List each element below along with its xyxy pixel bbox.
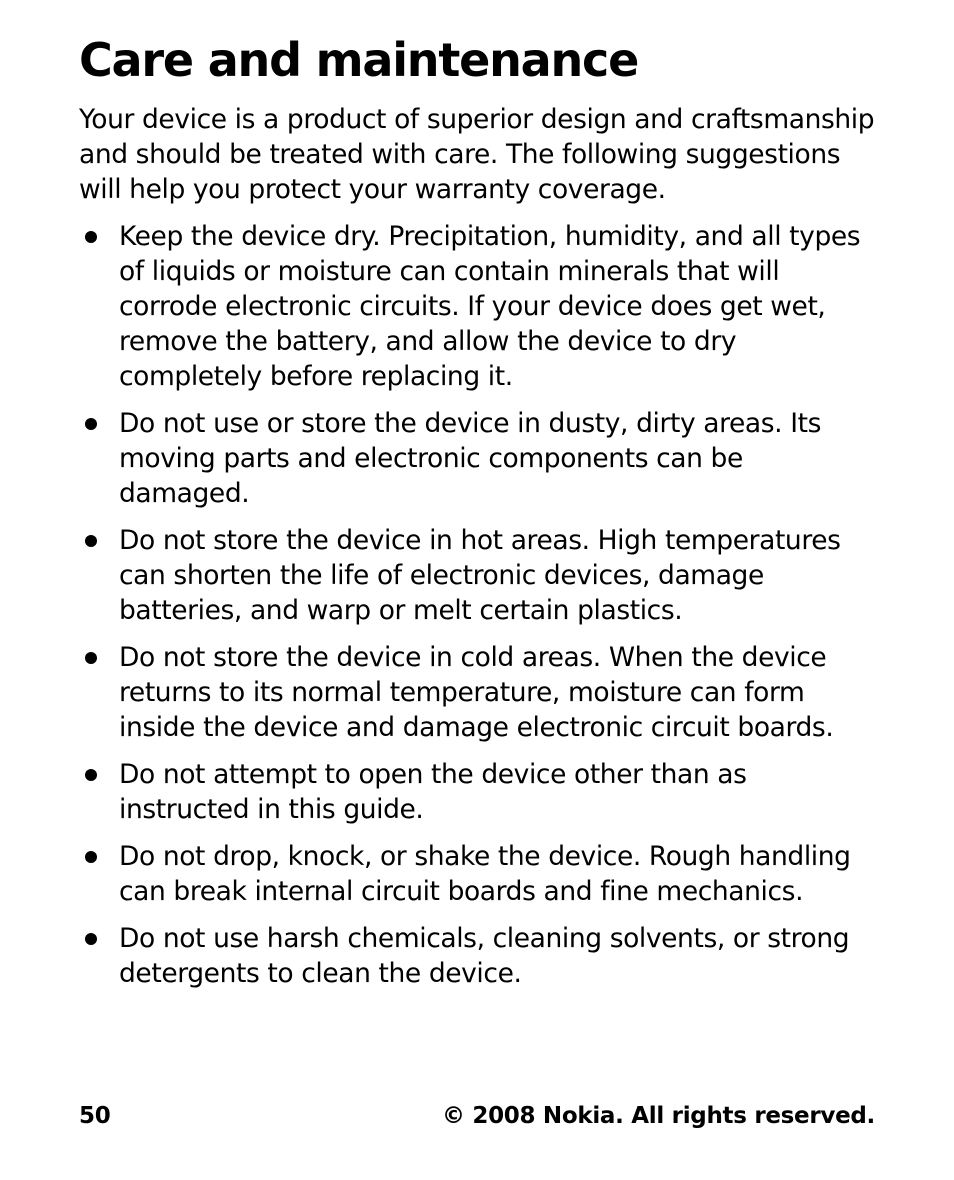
intro-paragraph: Your device is a product of superior design and craftsmanship and should be treated with care. The following suggestions will help you protect your warranty coverage. — [79, 104, 875, 205]
list-item — [79, 640, 879, 745]
bullet-icon — [85, 851, 97, 863]
list-item — [79, 406, 879, 511]
list-item-text: Do not store the device in hot areas. High temperatures can shorten the life of electronic devices, damage batteries, and warp or melt certain plastics. — [119, 525, 841, 626]
bullet-icon — [85, 418, 97, 430]
bullet-icon — [85, 769, 97, 781]
bullet-icon — [85, 231, 97, 243]
list-item-text: Do not attempt to open the device other than as instructed in this guide. — [119, 759, 747, 825]
bullet-icon — [85, 535, 97, 547]
list-item-text: Do not use harsh chemicals, cleaning solvents, or strong detergents to clean the device. — [119, 923, 850, 989]
page-number: 50 — [79, 1103, 111, 1129]
list-item — [79, 839, 879, 909]
list-item — [79, 219, 879, 394]
list-item-text: Keep the device dry. Precipitation, humidity, and all types of liquids or moisture can contain minerals that will corrode electronic circuits. If your device does get wet, remove the battery, and allow the device to dry completely before replacing it. — [119, 221, 861, 392]
list-item — [79, 921, 879, 991]
page-footer — [79, 1100, 875, 1132]
page-content — [79, 30, 879, 1003]
list-item — [79, 523, 879, 628]
copyright-notice: © 2008 Nokia. All rights reserved. — [441, 1103, 875, 1129]
list-item-text: Do not use or store the device in dusty, dirty areas. Its moving parts and electronic components can be damaged. — [119, 408, 822, 509]
list-item — [79, 757, 879, 827]
care-tips-list — [79, 219, 879, 991]
bullet-icon — [85, 652, 97, 664]
list-item-text: Do not drop, knock, or shake the device. Rough handling can break internal circuit boards and fine mechanics. — [119, 841, 851, 907]
page-title: Care and maintenance — [79, 33, 639, 87]
list-item-text: Do not store the device in cold areas. When the device returns to its normal temperature, moisture can form inside the device and damage electronic circuit boards. — [119, 642, 834, 743]
bullet-icon — [85, 933, 97, 945]
